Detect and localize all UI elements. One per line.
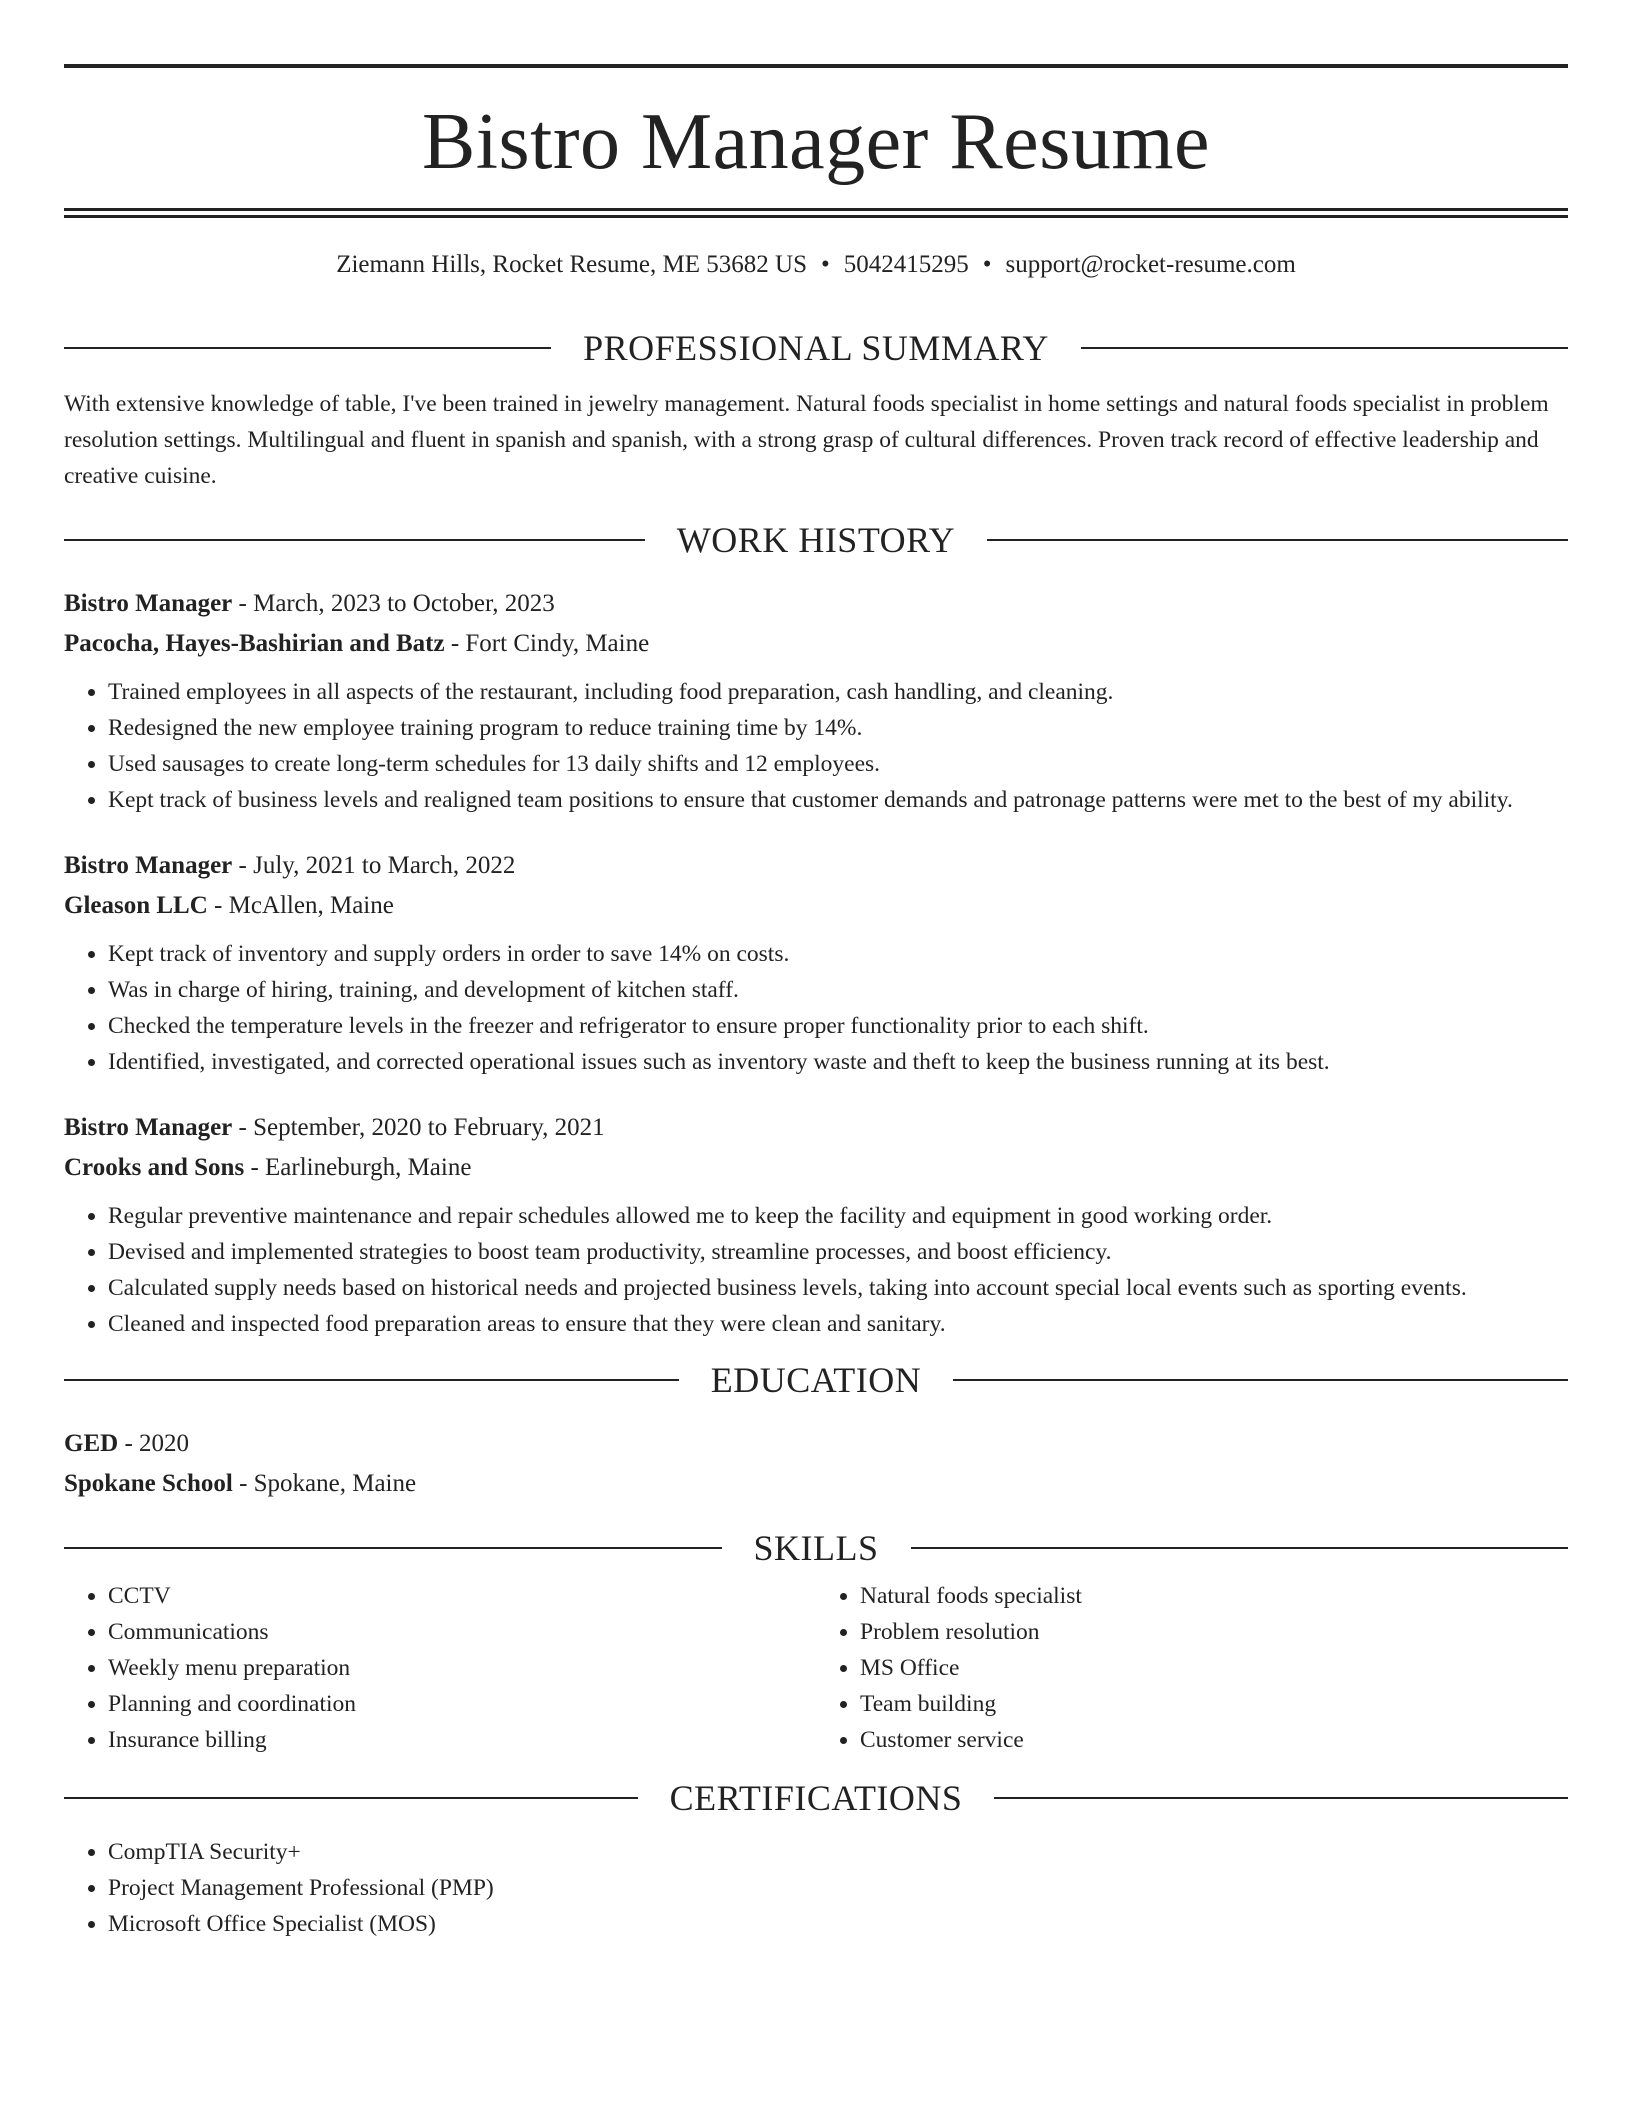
title-double-rule bbox=[64, 208, 1568, 218]
heading-rule bbox=[911, 1547, 1569, 1549]
list-item: • Trained employees in all aspects of the restaurant, including food preparation, cash handling, and cleaning. bbox=[108, 674, 1568, 710]
certification-item: • Microsoft Office Specialist (MOS) bbox=[108, 1906, 1568, 1942]
section-title: CERTIFICATIONS bbox=[669, 1778, 963, 1818]
education-school: Spokane School bbox=[64, 1470, 233, 1497]
job-company: Crooks and Sons bbox=[64, 1154, 245, 1181]
job-bullets bbox=[64, 1198, 1568, 1342]
job-entry bbox=[64, 1108, 1568, 1342]
heading-rule bbox=[64, 347, 551, 349]
skill-item: • Weekly menu preparation bbox=[108, 1650, 816, 1686]
education-location: - Spokane, Maine bbox=[232, 1470, 417, 1497]
education-degree-line bbox=[64, 1424, 1568, 1464]
job-bullets bbox=[64, 936, 1568, 1080]
job-dates: - September, 2020 to February, 2021 bbox=[232, 1114, 605, 1141]
skills-columns bbox=[64, 1570, 1568, 1758]
skill-item: • Insurance billing bbox=[108, 1722, 816, 1758]
job-location: - McAllen, Maine bbox=[207, 892, 394, 919]
top-rule bbox=[64, 64, 1568, 68]
list-item: • Kept track of business levels and realigned team positions to ensure that customer demands and patronage patterns were met to the best of my ability. bbox=[108, 782, 1568, 818]
contact-phone: 5042415295 bbox=[843, 251, 969, 278]
list-item: • Was in charge of hiring, training, and development of kitchen staff. bbox=[108, 972, 1568, 1008]
heading-rule bbox=[994, 1797, 1568, 1799]
skills-heading bbox=[64, 1526, 1568, 1570]
job-bullets bbox=[64, 674, 1568, 818]
contact-separator: • bbox=[982, 251, 992, 278]
job-dates: - March, 2023 to October, 2023 bbox=[232, 590, 555, 617]
resume-page bbox=[64, 64, 1568, 1942]
heading-rule bbox=[953, 1379, 1568, 1381]
heading-rule bbox=[64, 1379, 679, 1381]
job-entry bbox=[64, 846, 1568, 1080]
resume-title: Bistro Manager Resume bbox=[421, 98, 1211, 186]
contact-separator: • bbox=[820, 251, 830, 278]
job-company-line bbox=[64, 624, 1568, 664]
heading-rule bbox=[64, 1797, 638, 1799]
heading-rule bbox=[64, 1547, 722, 1549]
heading-rule bbox=[987, 539, 1568, 541]
job-title: Bistro Manager bbox=[64, 1114, 233, 1141]
work-heading bbox=[64, 518, 1568, 562]
list-item: • Kept track of inventory and supply orders in order to save 14% on costs. bbox=[108, 936, 1568, 972]
list-item: • Identified, investigated, and corrected operational issues such as inventory waste and theft to keep the business running at its best. bbox=[108, 1044, 1568, 1080]
education-year: - 2020 bbox=[118, 1430, 190, 1457]
summary-text: With extensive knowledge of table, I've been trained in jewelry management. Natural foods specialist in home settings and natural foods specialist in problem resolution settings. Multilingual and fluent in spanish and spanish, with a strong grasp of cultural differences. Proven track record of effective leadership and creative cuisine. bbox=[64, 391, 1549, 489]
skill-item: • Team building bbox=[860, 1686, 1568, 1722]
job-company-line bbox=[64, 1148, 1568, 1188]
job-title: Bistro Manager bbox=[64, 590, 233, 617]
education-school-line bbox=[64, 1464, 1568, 1504]
job-location: - Fort Cindy, Maine bbox=[444, 630, 650, 657]
skill-item: • Communications bbox=[108, 1614, 816, 1650]
list-item: • Cleaned and inspected food preparation areas to ensure that they were clean and sanitary. bbox=[108, 1306, 1568, 1342]
heading-rule bbox=[1081, 347, 1568, 349]
list-item: • Used sausages to create long-term schedules for 13 daily shifts and 12 employees. bbox=[108, 746, 1568, 782]
section-title: SKILLS bbox=[753, 1528, 879, 1568]
skill-item: • Natural foods specialist bbox=[860, 1578, 1568, 1614]
list-item: • Calculated supply needs based on historical needs and projected business levels, taking into account special local events such as sporting events. bbox=[108, 1270, 1568, 1306]
heading-rule bbox=[64, 539, 645, 541]
certifications-heading bbox=[64, 1776, 1568, 1820]
job-location: - Earlineburgh, Maine bbox=[244, 1154, 472, 1181]
job-title-line bbox=[64, 1108, 1568, 1148]
summary-heading bbox=[64, 326, 1568, 370]
education-degree: GED bbox=[64, 1430, 119, 1457]
skills-list-right bbox=[816, 1578, 1568, 1758]
contact-email: support@rocket-resume.com bbox=[1005, 251, 1296, 278]
certification-item: • CompTIA Security+ bbox=[108, 1834, 1568, 1870]
certifications-list bbox=[64, 1834, 1568, 1942]
skills-list-left bbox=[64, 1578, 816, 1758]
job-title: Bistro Manager bbox=[64, 852, 233, 879]
job-title-line bbox=[64, 584, 1568, 624]
section-title: PROFESSIONAL SUMMARY bbox=[583, 328, 1049, 368]
section-title: WORK HISTORY bbox=[676, 520, 956, 560]
job-dates: - July, 2021 to March, 2022 bbox=[232, 852, 516, 879]
list-item: • Regular preventive maintenance and repair schedules allowed me to keep the facility and equipment in good working order. bbox=[108, 1198, 1568, 1234]
skill-item: • Planning and coordination bbox=[108, 1686, 816, 1722]
job-company: Pacocha, Hayes-Bashirian and Batz bbox=[64, 630, 445, 657]
section-title: EDUCATION bbox=[710, 1360, 922, 1400]
job-title-line bbox=[64, 846, 1568, 886]
certification-item: • Project Management Professional (PMP) bbox=[108, 1870, 1568, 1906]
education-heading bbox=[64, 1358, 1568, 1402]
list-item: • Devised and implemented strategies to boost team productivity, streamline processes, and boost efficiency. bbox=[108, 1234, 1568, 1270]
contact-address: Ziemann Hills, Rocket Resume, ME 53682 US bbox=[336, 251, 807, 278]
job-company: Gleason LLC bbox=[64, 892, 208, 919]
contact-line bbox=[64, 250, 1568, 280]
education-entry bbox=[64, 1424, 1568, 1504]
skill-item: • Customer service bbox=[860, 1722, 1568, 1758]
skill-item: • Problem resolution bbox=[860, 1614, 1568, 1650]
list-item: • Redesigned the new employee training program to reduce training time by 14%. bbox=[108, 710, 1568, 746]
skill-item: • MS Office bbox=[860, 1650, 1568, 1686]
job-company-line bbox=[64, 886, 1568, 926]
skill-item: • CCTV bbox=[108, 1578, 816, 1614]
job-entry bbox=[64, 584, 1568, 818]
list-item: • Checked the temperature levels in the freezer and refrigerator to ensure proper functionality prior to each shift. bbox=[108, 1008, 1568, 1044]
